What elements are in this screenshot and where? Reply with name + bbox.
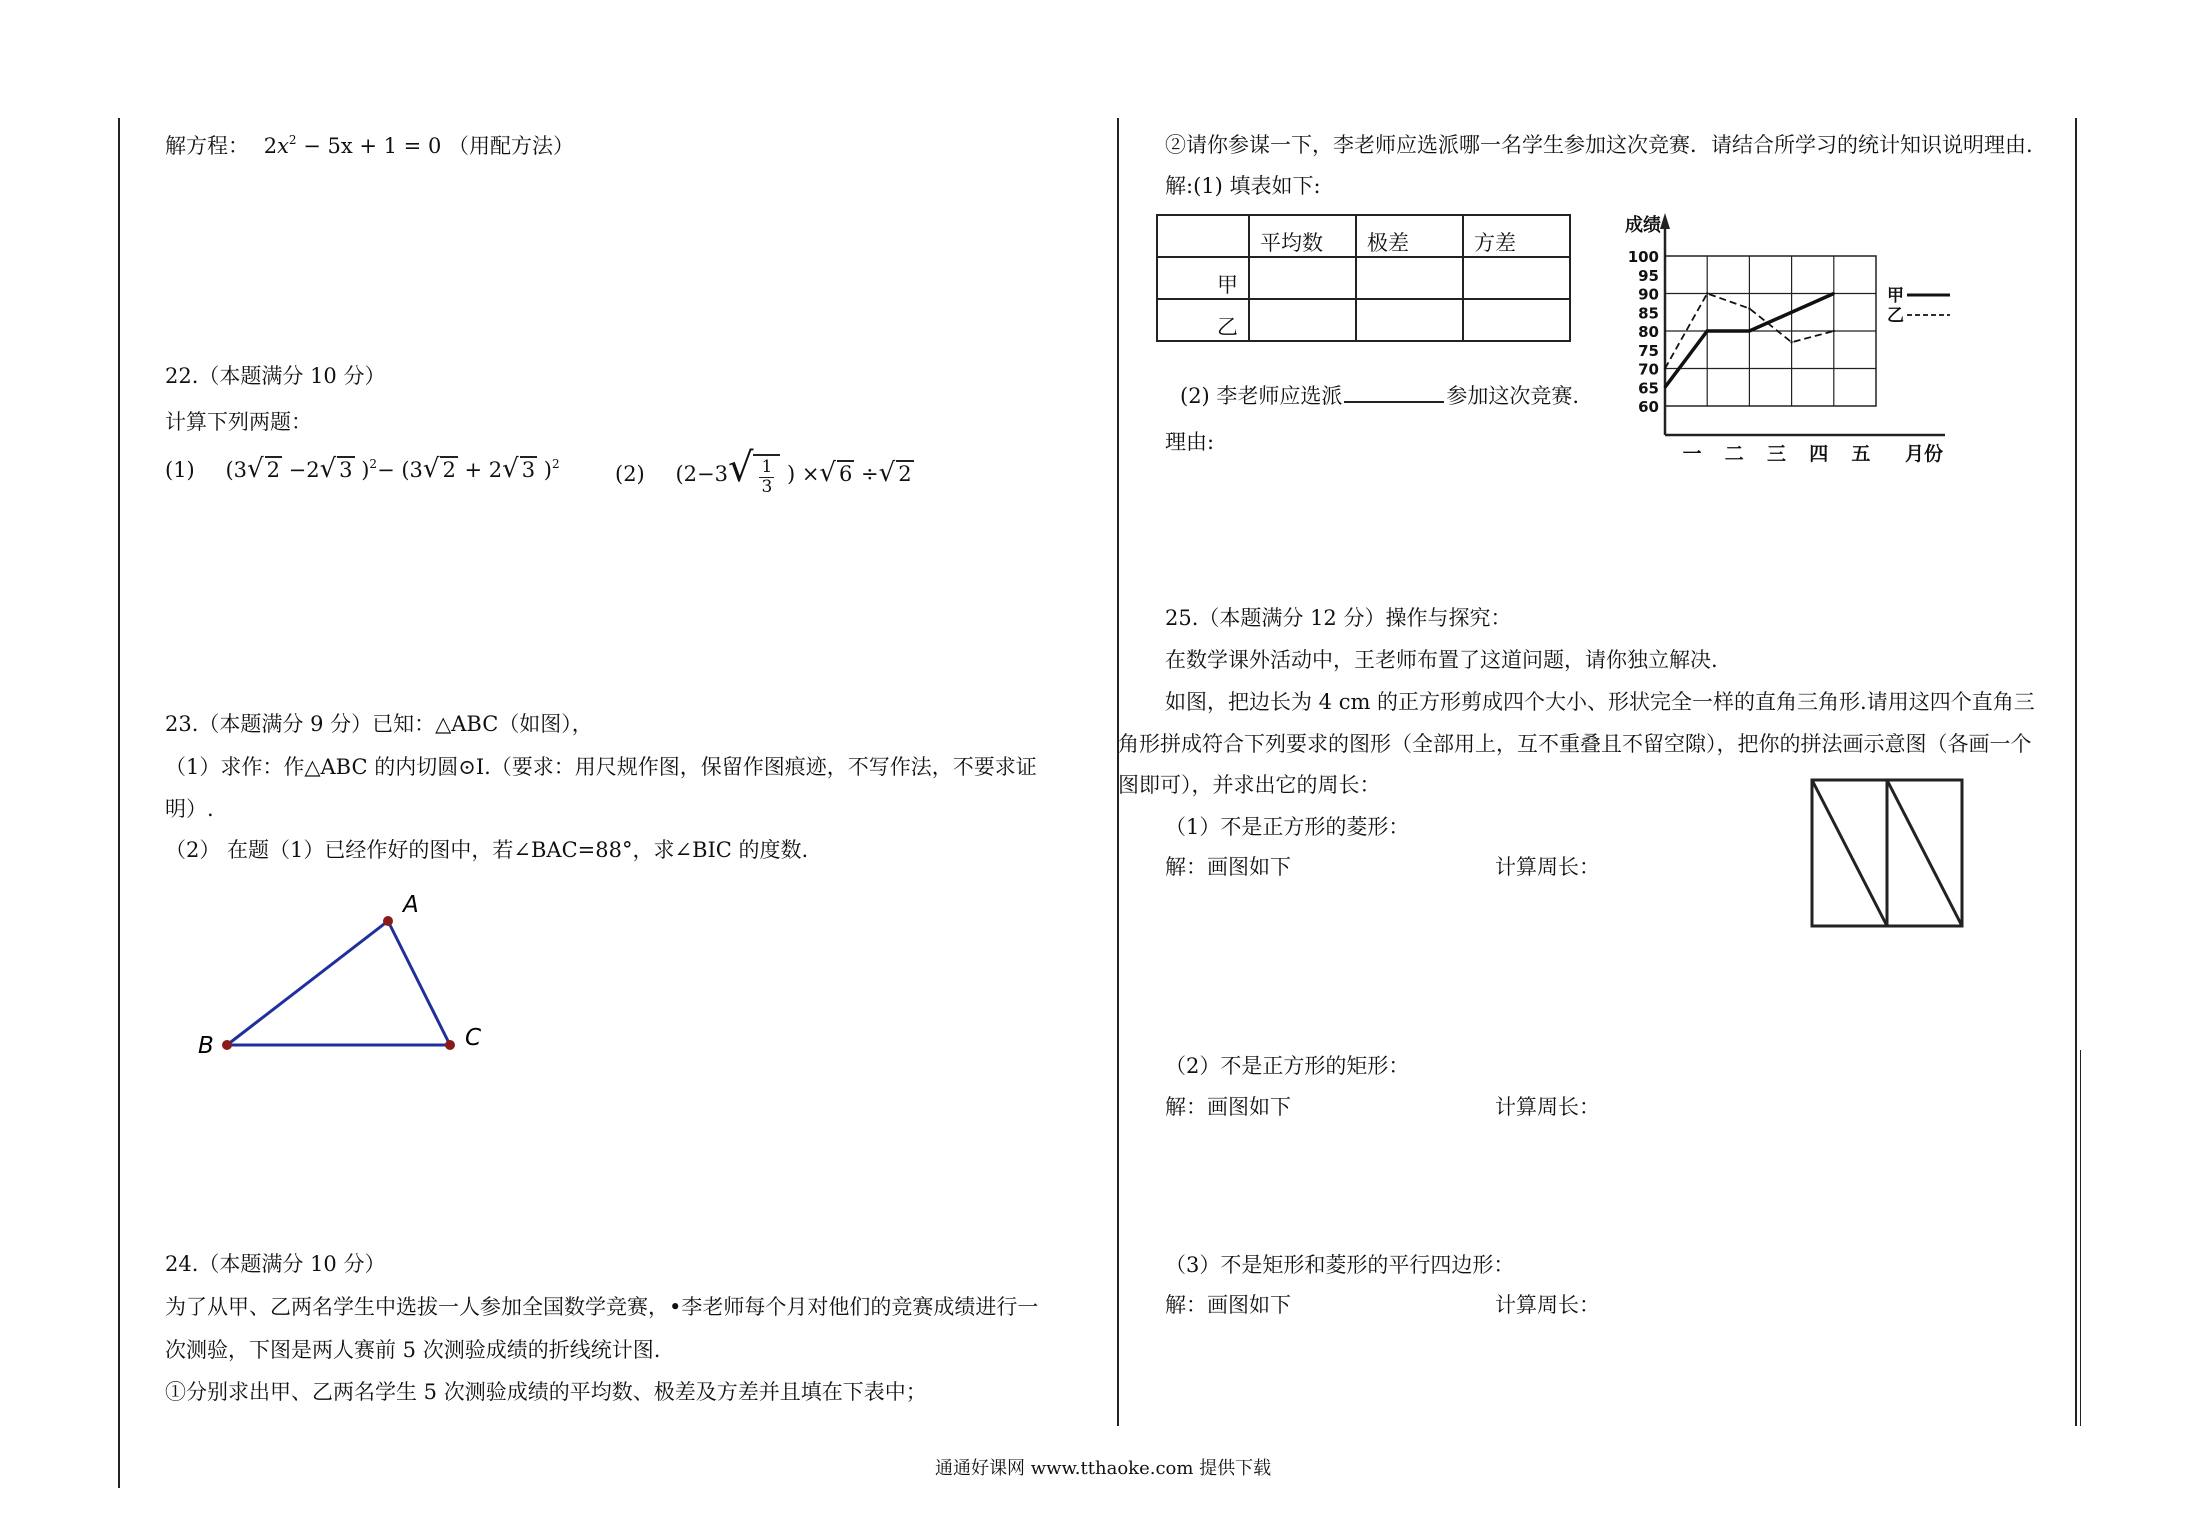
triangle-figure: [190, 880, 500, 1060]
triangle-vertex: [222, 1040, 232, 1050]
data-point: [1790, 311, 1792, 313]
right-edge-line: [2080, 1050, 2081, 1426]
q25-part1-draw: 解：画图如下: [1165, 855, 1291, 879]
q24-answer2-post: 参加这次竞赛.: [1446, 384, 1580, 408]
q22-instruction: 计算下列两题：: [165, 410, 312, 434]
q21-method: （用配方法）: [448, 134, 574, 158]
triangle-edge: [227, 921, 388, 1045]
data-point: [1748, 330, 1750, 332]
q23-line1: （1）求作：作△ABC 的内切圆⊙I.（要求：用尺规作图，保留作图痕迹，不写作法，不要求证: [165, 755, 1037, 779]
q21-equation: [165, 133, 574, 159]
table-header-cell: 平均数: [1249, 215, 1356, 257]
data-point: [1706, 292, 1708, 294]
answer-blank[interactable]: [1344, 401, 1444, 403]
table-row-label: 乙: [1157, 299, 1249, 341]
q25-line2: 如图，把边长为 4 cm 的正方形剪成四个大小、形状完全一样的直角三角形.请用这四个直角三: [1165, 690, 2035, 714]
square-cut-figure: [1810, 778, 1966, 930]
q22-header: 22.（本题满分 10 分）: [165, 364, 386, 388]
y-axis-arrow: [1660, 213, 1670, 229]
legend-label: 乙: [1887, 306, 1904, 326]
q22-part2: (2) (2−3√ $\frac{1}{3}$ ) ×√ 6 ÷√ 2: [615, 445, 912, 497]
y-tick-label: 60: [1638, 398, 1659, 416]
q22-p1-f: ): [537, 458, 552, 482]
table-row-label: 甲: [1157, 257, 1249, 299]
score-line-chart: [1605, 205, 1965, 470]
y-tick-label: 85: [1638, 304, 1659, 323]
data-point: [1833, 330, 1835, 332]
q23-header: 23.（本题满分 9 分）已知：△ABC（如图），: [165, 712, 593, 736]
q24-answer2: [1180, 384, 1579, 409]
q24-line3: ①分别求出甲、乙两名学生 5 次测验成绩的平均数、极差及方差并且填在下表中；: [165, 1380, 927, 1404]
legend-label: 甲: [1887, 286, 1904, 306]
q22-p1-d: − (3: [377, 458, 423, 482]
x-tick-label: 二: [1724, 443, 1744, 465]
table-cell[interactable]: [1356, 299, 1463, 341]
q23-line3: （2） 在题（1）已经作好的图中，若∠BAC=88°，求∠BIC 的度数.: [165, 838, 809, 862]
data-point: [1664, 367, 1666, 369]
q25-part3-draw: 解：画图如下: [1165, 1293, 1291, 1317]
x-tick-label: 五: [1851, 443, 1871, 465]
data-point: [1833, 292, 1835, 294]
q21-coef: 2: [263, 134, 278, 158]
q25-part3-perimeter: 计算周长：: [1495, 1293, 1600, 1317]
q22-p1-c: ): [354, 458, 370, 482]
q22-p1-e: + 2: [457, 458, 503, 482]
q22-part1-label: (1): [165, 458, 195, 482]
y-tick-label: 65: [1638, 379, 1659, 398]
q24-header: 24.（本题满分 10 分）: [165, 1252, 386, 1276]
q24-line4: ②请你参谋一下，李老师应选派哪一名学生参加这次竞赛．请结合所学习的统计知识说明理由.: [1165, 133, 2033, 157]
q22-p1-exp: 2: [551, 457, 560, 471]
data-point: [1790, 341, 1792, 343]
q25-header: 25.（本题满分 12 分）操作与探究：: [1165, 606, 1512, 630]
data-point: [1706, 330, 1708, 332]
q22-p1-radicand: 2: [266, 458, 280, 482]
q22-p1-radicand: 3: [339, 458, 353, 482]
q22-p2-a: (2−3: [675, 462, 728, 486]
q25-line1: 在数学课外活动中，王老师布置了这道问题，请你独立解决.: [1165, 648, 1718, 672]
y-tick-label: 70: [1638, 360, 1659, 379]
x-tick-label: 一: [1682, 443, 1702, 465]
x-tick-label: 四: [1809, 443, 1829, 465]
q22-p1-a: (3: [225, 458, 247, 482]
q25-line4: 图即可），并求出它的周长：: [1118, 773, 1381, 797]
footer-text: 通通好课网 www.tthaoke.com 提供下载: [935, 1458, 1272, 1479]
q25-part3: （3）不是矩形和菱形的平行四边形：: [1165, 1253, 1515, 1277]
q22-p1-radicand: 2: [442, 458, 456, 482]
q24-line2: 次测验，下图是两人赛前 5 次测验成绩的折线统计图.: [165, 1338, 661, 1362]
table-row: [1157, 257, 1570, 299]
y-tick-label: 80: [1638, 323, 1659, 341]
q22-p2-radicand: 6: [839, 462, 853, 486]
right-margin-line: [2075, 118, 2077, 1426]
x-axis-label: 月份: [1904, 443, 1944, 465]
q24-answer2-pre: (2) 李老师应选派: [1180, 384, 1343, 408]
q21-label: 解方程：: [165, 134, 249, 158]
q22-p2-numerator: 1: [761, 457, 773, 478]
table-cell[interactable]: [1249, 257, 1356, 299]
q25-part2-draw: 解：画图如下: [1165, 1095, 1291, 1119]
q22-p2-radicand: 2: [898, 462, 912, 486]
data-point: [1748, 307, 1750, 309]
q22-p1-exp: 2: [369, 457, 378, 471]
data-point: [1664, 386, 1666, 388]
q21-exp: 2: [288, 133, 297, 147]
q22-part1: (1) (3√ 2 −2√ 3 )$^2$− (3√ 2 + 2√ 3 )$^2$: [165, 454, 560, 484]
q22-p2-c: ÷: [854, 462, 879, 486]
center-divider-line: [1117, 118, 1119, 1426]
left-margin-line: [118, 118, 120, 1488]
table-cell[interactable]: [1463, 257, 1570, 299]
x-tick-label: 三: [1766, 443, 1787, 465]
q25-part2-perimeter: 计算周长：: [1495, 1095, 1600, 1119]
q25-part2: （2）不是正方形的矩形：: [1165, 1054, 1410, 1078]
q24-answer1: 解:(1) 填表如下:: [1165, 174, 1321, 198]
table-cell[interactable]: [1356, 257, 1463, 299]
q25-line3: 角形拼成符合下列要求的图形（全部用上，互不重叠且不留空隙），把你的拼法画示意图（各画一个: [1118, 732, 2032, 756]
q23-line2: 明）.: [165, 797, 214, 821]
y-axis-label: 成绩: [1625, 215, 1661, 236]
y-tick-label: 75: [1638, 341, 1659, 360]
q25-part1-perimeter: 计算周长：: [1495, 855, 1600, 879]
q22-p2-denominator: 3: [761, 477, 773, 497]
y-tick-label: 95: [1638, 266, 1659, 285]
q25-part1: （1）不是正方形的菱形：: [1165, 815, 1410, 839]
q24-reason: 理由:: [1165, 430, 1215, 454]
y-tick-label: 90: [1638, 285, 1659, 304]
table-row: [1157, 299, 1570, 341]
table-header-cell: 极差: [1356, 215, 1463, 257]
q24-line1: 为了从甲、乙两名学生中选拔一人参加全国数学竞赛，•李老师每个月对他们的竞赛成绩进行一: [165, 1295, 1039, 1319]
y-tick-label: 100: [1627, 248, 1659, 266]
table-cell[interactable]: [1463, 299, 1570, 341]
vertex-label-a: A: [403, 892, 419, 918]
table-header-cell: [1157, 215, 1249, 257]
triangle-edge: [388, 921, 450, 1045]
q22-p1-radicand: 3: [521, 458, 536, 482]
score-table: [1156, 214, 1571, 342]
q21-var: x: [277, 134, 289, 158]
table-cell[interactable]: [1249, 299, 1356, 341]
q22-part2-label: (2): [615, 462, 645, 486]
table-header-row: [1157, 215, 1570, 257]
triangle-vertex: [445, 1040, 455, 1050]
q22-p1-b: −2: [281, 458, 320, 482]
vertex-label-b: B: [198, 1033, 214, 1059]
table-header-cell: 方差: [1463, 215, 1570, 257]
vertex-label-c: C: [465, 1025, 482, 1051]
q21-rest: − 5x + 1 = 0: [296, 134, 442, 158]
triangle-vertex: [383, 916, 393, 926]
q22-p2-b: ) ×: [780, 462, 820, 486]
